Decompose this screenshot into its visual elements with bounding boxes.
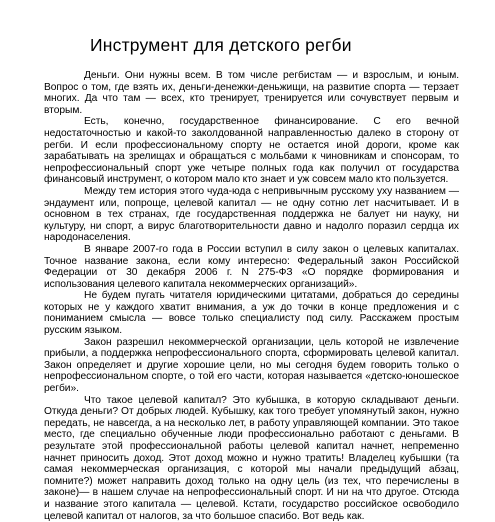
document-title: Инструмент для детского регби: [90, 35, 352, 55]
paragraph: Что такое целевой капитал? Это кубышка, в которую складывают деньги. Откуда деньги? От добрых людей. Кубышку, как того требует упомянутый закон, нужно передать, не навсегда, а на несколько лет, в работу управляющей компании. Это такое место, где специально обученные люди профессионально работают с деньгами. В результате этой профессиональной работы целевой капитал начнет, непременно начнет приносить доход. Этот доход можно и нужно тратить! Владелец кубышки (та самая некоммерческая организация, с которой мы начали предыдущий абзац, помните?) может направить доход только на одну цель (из тех, что перечислены в законе)— в нашем случае на непрофессиональный спорт. И ни на что другое. Отсюда и название этого капитала — целевой. Кстати, государство российское освободило целевой капитал от налогов, за что большое спасибо. Вот ведь как.: [44, 394, 459, 522]
paragraph: Деньги. Они нужны всем. В том числе регбистам — и взрослым, и юным. Вопрос о том, где взять их, деньги-денежки-деньжищи, на развитие спорта — терзает многих. Да что там — всех, кто тренирует, тренируется или сочувствует первым и вторым.: [44, 70, 459, 116]
paragraph: Не будем пугать читателя юридическими цитатами, добраться до середины которых не у каждого хватит внимания, а уж до точки в конце предложения и с пониманием смысла — вовсе только специалисту под силу. Расскажем простым русским языком.: [44, 290, 459, 337]
paragraph: Закон разрешил некоммерческой организации, цель которой не извлечение прибыли, а поддержка непрофессионального спорта, сформировать целевой капитал. Закон определяет и другие хорошие цели, но мы сегодня будем говорить только о непрофессиональном спорте, о той его части, которая называется «детско-юношеское регби».: [44, 336, 459, 395]
paragraph: Между тем история этого чуда-юда с непривычным русскому уху названием — эндаумент или, попроще, целевой капитал — не одну сотню лет насчитывает. И в основном в тех странах, где государственная поддержка не балует ни науку, ни культуру, ни спорт, а вирус благотворительности давно и надолго поразил сердца их народонаселения.: [44, 185, 459, 244]
paragraph: Есть, конечно, государственное финансирование. С его вечной недостаточностью и какой-то заколдованной направленностью далеко в сторону от регби. И если профессиональному спорту не остается иной дороги, кроме как зарабатывать на зрелищах и обращаться с мольбами к чиновникам и спонсорам, то непрофессиональный спорт уже четыре полных года как получил от государства финансовый инструмент, о котором мало кто знает и уж совсем мало кто пользуется.: [44, 116, 459, 186]
paragraph: В январе 2007-го года в России вступил в силу закон о целевых капиталах. Точное название закона, если кому интересно: Федеральный закон Российской Федерации от 30 декабря 2006 г. N 275-ФЗ «О порядке формирования и использования целевого капитала некоммерческих организаций».: [44, 243, 459, 290]
document-body: [44, 70, 459, 522]
